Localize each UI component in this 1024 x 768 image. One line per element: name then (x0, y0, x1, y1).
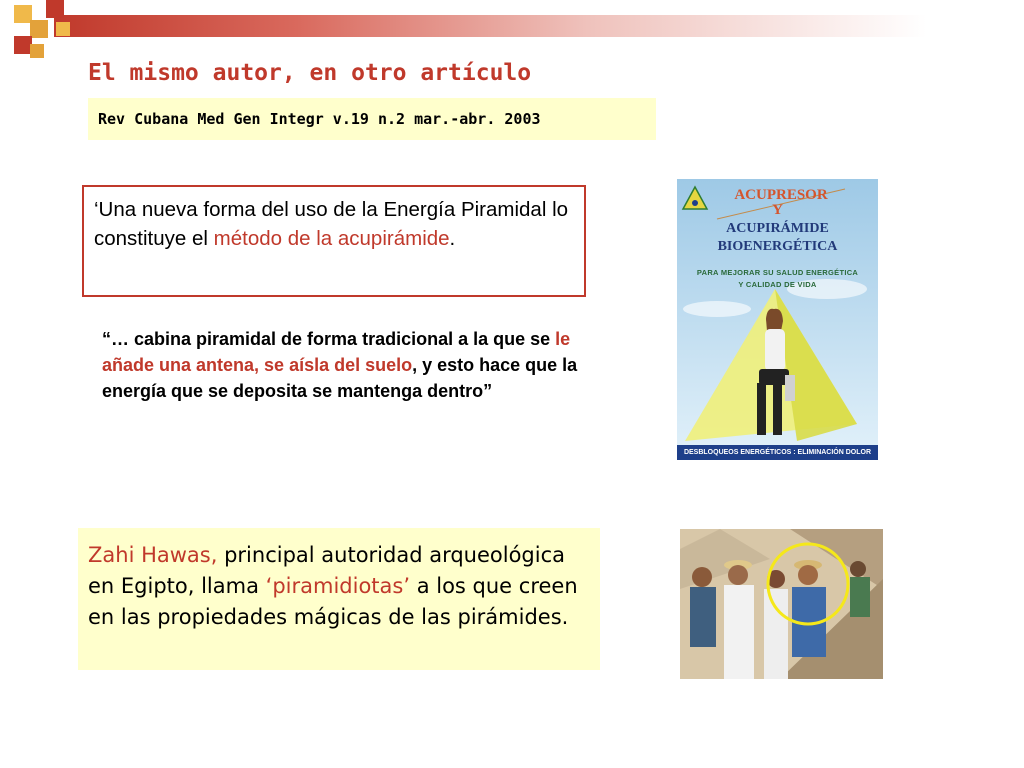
poster-line: ACUPIRÁMIDE (726, 221, 829, 236)
hawas-name: Zahi Hawas, (88, 543, 218, 567)
quote-text-part: . (449, 227, 456, 250)
hawas-term: ‘piramidiotas’ (265, 574, 411, 598)
poster-line: Y (772, 202, 783, 218)
header-gradient-bar (54, 15, 1024, 37)
quote-highlight: método de la acupirámide (213, 227, 450, 250)
secondary-quote (102, 326, 594, 404)
quote-text (94, 195, 580, 253)
quote-text-part: ‘Una nueva forma del uso de la Energía Piramidal lo constituye el (94, 198, 569, 250)
slide-title: El mismo autor, en otro artículo (88, 60, 532, 86)
poster-line: BIOENERGÉTICA (717, 239, 838, 254)
secondary-quote-part: “… cabina piramidal de forma tradicional a la que se (102, 329, 556, 349)
hawas-text-part: a los que creen en las propiedades mágicas de las pirámides. (88, 574, 578, 629)
secondary-quote-highlight: le añade una antena, se aísla del suelo (102, 329, 571, 375)
hawas-text-part: principal autoridad arqueológica en Egipto, llama (88, 543, 566, 598)
quote-box (82, 185, 586, 297)
hawas-box (78, 528, 600, 670)
hawas-text (88, 540, 588, 633)
header-square (46, 0, 64, 18)
poster-line: Y CALIDAD DE VIDA (738, 280, 817, 289)
header-square (30, 44, 44, 58)
poster-footer: DESBLOQUEOS ENERGÉTICOS : ELIMINACIÓN DOLOR (677, 445, 878, 460)
photo-illustration (680, 529, 883, 679)
poster-line: PARA MEJORAR SU SALUD ENERGÉTICA (696, 268, 859, 277)
secondary-quote-part: , y esto hace que la energía que se deposita se mantenga dentro” (102, 355, 578, 401)
header-square (30, 20, 48, 38)
hawas-photo (680, 529, 883, 679)
header-square (56, 22, 70, 36)
reference-text: Rev Cubana Med Gen Integr v.19 n.2 mar.-abr. 2003 (98, 110, 541, 128)
reference-box (88, 98, 656, 140)
poster-line: ACUPRESOR (734, 187, 828, 203)
acupiramide-poster-image (677, 179, 878, 460)
